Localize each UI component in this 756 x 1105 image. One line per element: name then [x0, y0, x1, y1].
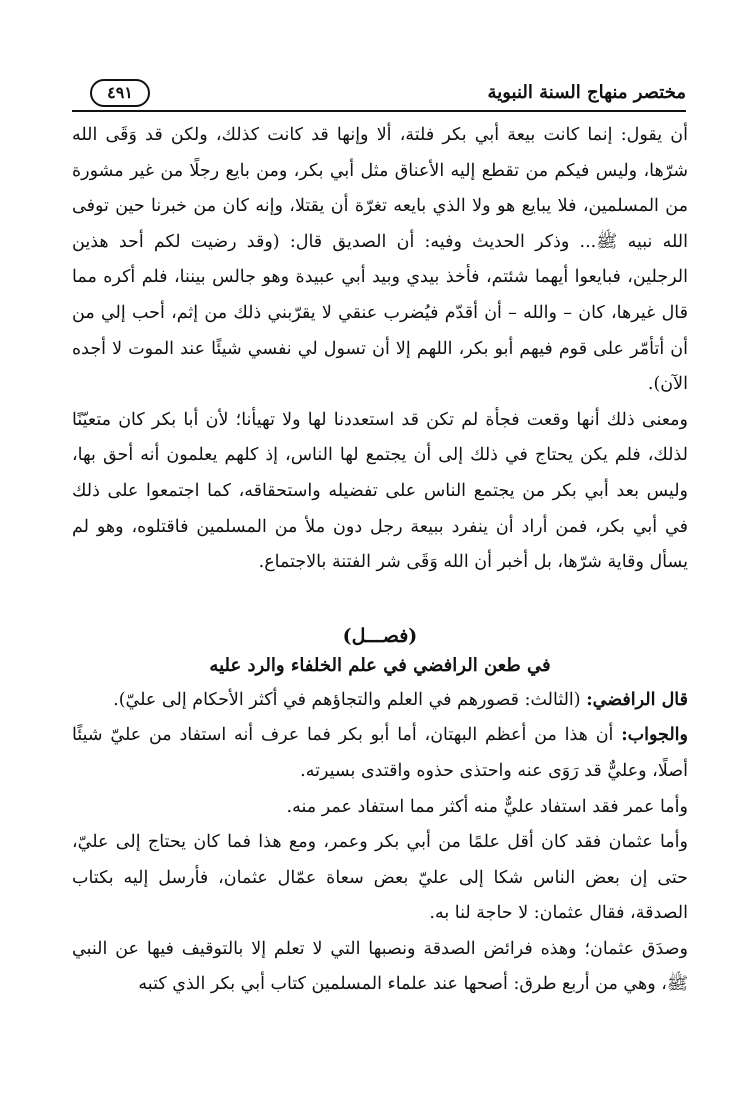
body-paragraph-1: أن يقول: إنما كانت بيعة أبي بكر فلتة، ألا وإنها قد كانت كذلك، ولكن قد وَقَى الله شرّها، وليس فيكم من تقطع إليه الأعناق مثل أبي بكر، ومن بايع رجلًا من غير مشورة من المسلمين، فلا يبايع هو ولا الذي بايعه تغرّة أن يقتلا، وإنه كان من خبرنا حين توفى الله نبيه ﷺ... وذكر الحديث وفيه: أن الصديق قال: (وقد رضيت لكم أحد هذين الرجلين، فبايعوا أيهما شئتم، فأخذ بيدي وبيد أبي عبيدة وهو جالس بيننا، فلم أكره مما قال غيرها، كان – والله – أن أقدّم فيُضرب عنقي لا يقرّبني ذلك من إثم، أحب إلي من أن أتأمّر على قوم فيهم أبو بكر، اللهم إلا أن تسول لي نفسي شيئًا عند الموت لا أجده الآن). — [72, 125, 688, 395]
body-paragraph-2: ومعنى ذلك أنها وقعت فجأة لم تكن قد استعددنا لها ولا تهيأنا؛ لأن أبا بكر كان متعيّنًا لذلك، فلم يكن يحتاج في ذلك إلى أن يجتمع لها الناس، إذ كلهم يعلمون أنه أحق بها، وليس بعد أبي بكر من يجتمع الناس على تفضيله واستحقاقه، كما اجتمعوا على ذلك في أبي بكر، فمن أراد أن ينفرد ببيعة رجل دون ملأ من المسلمين فاقتلوه، وهو لم يسأل وقاية شرّها، بل أخبر أن الله وَقَى شر الفتنة بالاجتماع. — [72, 409, 688, 573]
body-paragraph-6: وأما عثمان فقد كان أقل علمًا من أبي بكر وعمر، ومع هذا فما كان يحتاج إلى عليّ، حتى إن بعض الناس شكا إلى عليّ بعض سعاة عمّال عثمان، فأرسل إليه بكتاب الصدقة، فقال عثمان: لا حاجة لنا به. — [72, 832, 688, 924]
header-divider — [72, 110, 686, 112]
section-title: في طعن الرافضي في علم الخلفاء والرد عليه — [209, 654, 551, 676]
page-number: ٤٩١ — [90, 79, 150, 107]
body-paragraph-3 — [72, 683, 688, 719]
speaker-label: والجواب: — [621, 725, 688, 746]
page-header — [72, 74, 686, 108]
section-marker: (فصـــل) — [342, 624, 418, 647]
page-body — [72, 118, 688, 1003]
paragraph-text: أن هذا من أعظم البهتان، أما أبو بكر فما عرف أنه استفاد من عليّ شيئًا أصلًا، وعليٌّ قد رَوَى عنه واحتذى حذوه واقتدى بسيرته. — [72, 725, 688, 781]
body-paragraph-7: وصدَق عثمان؛ وهذه فرائض الصدقة ونصبها التي لا تعلم إلا بالتوقيف فيها عن النبي ﷺ، وهي من أربع طرق: أصحها عند علماء المسلمين كتاب أبي بكر الذي كتبه — [72, 938, 688, 995]
speaker-label: قال الرافضي: — [586, 689, 688, 710]
body-paragraph-4 — [72, 718, 688, 789]
paragraph-text: (الثالث: قصورهم في العلم والتجاؤهم في أكثر الأحكام إلى عليّ). — [113, 689, 587, 710]
running-title: مختصر منهاج السنة النبوية — [487, 82, 686, 103]
section-spacer — [72, 581, 688, 621]
body-paragraph-5: وأما عمر فقد استفاد عليٌّ منه أكثر مما استفاد عمر منه. — [286, 796, 688, 817]
